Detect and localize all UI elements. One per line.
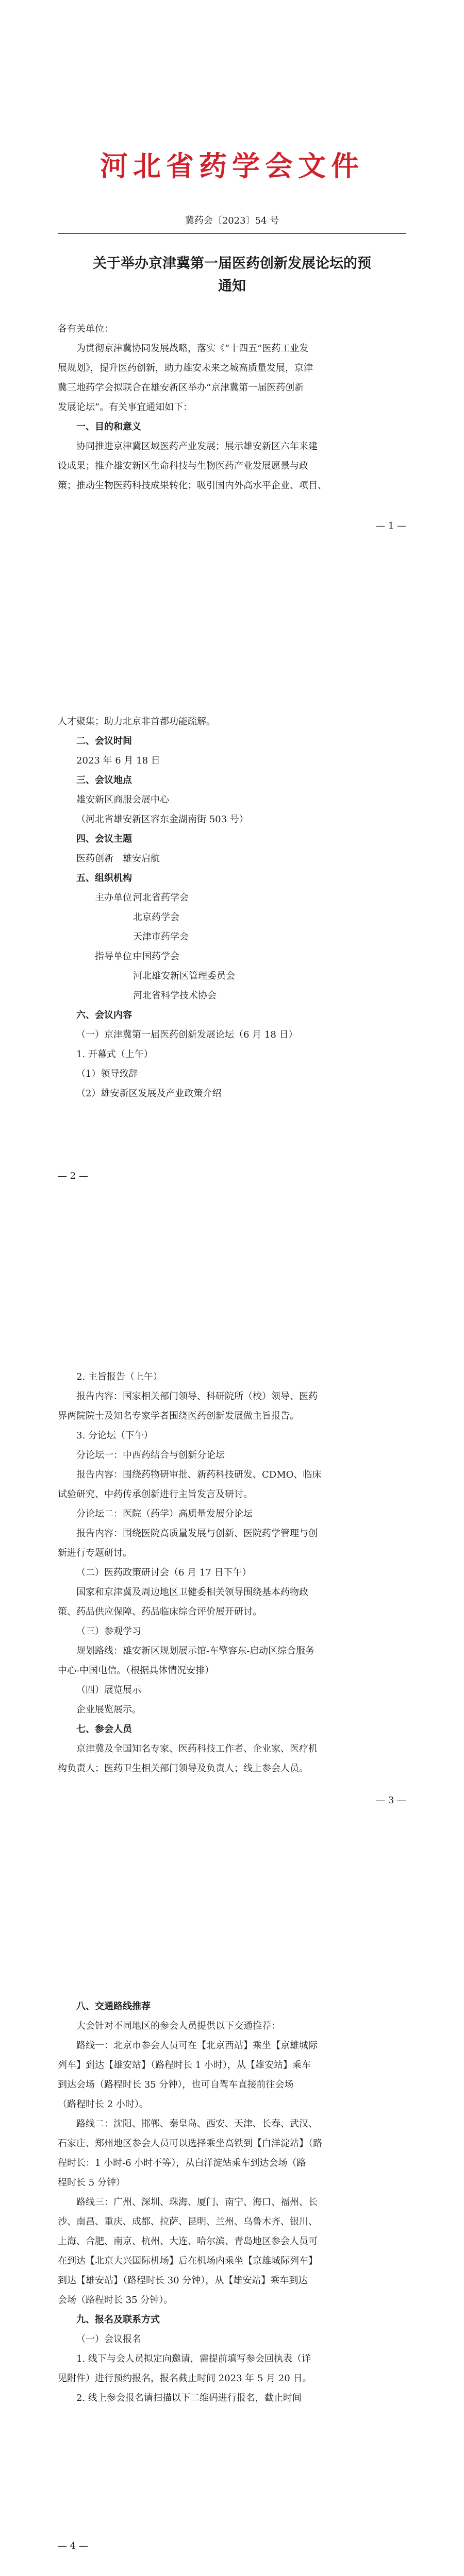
- body-line: 程时长：1 小时-6 小时不等），从白洋淀站乘车到达会场（路: [58, 2158, 306, 2168]
- body-line: 到达会场（路程时长 35 分钟），也可自驾车直接前往会场: [58, 2079, 294, 2090]
- body-line: 到达【雄安站】（路程时长 30 分钟），从【雄安站】乘车到达: [58, 2275, 308, 2286]
- meeting-venue: 雄安新区商服会展中心: [76, 794, 169, 805]
- page-number: — 1 —: [376, 520, 406, 531]
- body-line: 大会针对不同地区的参会人员提供以下交通推荐：: [76, 2021, 280, 2031]
- title-line-2: 通知: [218, 278, 246, 294]
- host-org: 北京药学会: [133, 912, 179, 923]
- body-line: 设成果；推介雄安新区生命科技与生物医药产业发展愿景与政: [58, 461, 308, 471]
- body-line: 分论坛二：医院（药学）高质量发展分论坛: [76, 1509, 253, 1519]
- guide-label: 指导单位：: [95, 951, 141, 962]
- body-line: 报告内容：围绕药物研审批、新药科技研发、CDMO、临床: [76, 1469, 322, 1480]
- body-line: 石家庄、郑州地区参会人员可以选择乘坐高铁到【白洋淀站】（路: [58, 2138, 322, 2149]
- body-line: 协同推进京津冀区域医药产业发展；展示雄安新区六年来建: [76, 441, 318, 452]
- host-org: 河北省药学会: [133, 892, 189, 903]
- guide-org: 中国药学会: [133, 951, 179, 962]
- doc-number: 冀药会〔2023〕54 号: [185, 215, 279, 226]
- page-number: — 3 —: [376, 1795, 406, 1806]
- meeting-date: 2023 年 6 月 18 日: [76, 755, 160, 766]
- title-line-1: 关于举办京津冀第一届医药创新发展论坛的预: [93, 256, 371, 272]
- body-line: 2. 线上参会报名请扫描以下二维码进行报名，截止时间: [76, 2393, 302, 2403]
- host-label: 主办单位：: [95, 892, 141, 903]
- body-line: 策、药品供应保障、药品临床综合评价展开研讨。: [58, 1606, 262, 1617]
- body-line: 路线二：沈阳、邯郸、秦皇岛、西安、天津、长春、武汉、: [76, 2119, 318, 2129]
- body-line: 程时长 5 分钟）: [58, 2177, 125, 2188]
- page-2: [0, 645, 464, 1290]
- body-line: 上海、合肥、南京、杭州、大连、哈尔滨、青岛地区参会人员可: [58, 2236, 318, 2247]
- body-line: 分论坛一：中西药结合与创新分论坛: [76, 1450, 225, 1461]
- page-number: — 2 —: [58, 1171, 88, 1181]
- agenda-subitem: （2）雄安新区发展及产业政策介绍: [76, 1088, 222, 1099]
- body-line: 报告内容：国家相关部门领导、科研院所（校）领导、医药: [76, 1391, 318, 1402]
- page-1-body: [58, 319, 406, 496]
- body-line: 策；推动生物医药科技成果转化；吸引国内外高水平企业、项目、: [58, 480, 327, 491]
- body-line: 报告内容：围绕医院高质量发展与创新、医院药学管理与创: [76, 1528, 318, 1539]
- meeting-address: （河北省雄安新区容东金湖南街 503 号）: [76, 814, 248, 825]
- org-title: 河北省药学会文件: [100, 149, 364, 182]
- subsection-heading: （一）京津冀第一届医药创新发展论坛（6 月 18 日）: [76, 1029, 298, 1040]
- page-1: [0, 0, 464, 645]
- page-3: [0, 1290, 464, 1935]
- page-4: [0, 1935, 464, 2576]
- body-line: 列车】到达【雄安站】（路程时长 1 小时），从【雄安站】乘车: [58, 2060, 311, 2071]
- subsection-heading: （四）展览展示: [76, 1685, 141, 1696]
- agenda-item: 2. 主旨报告（上午）: [76, 1371, 162, 1382]
- meeting-theme: 医药创新 雄安启航: [76, 853, 160, 864]
- salutation: 各有关单位：: [58, 324, 113, 334]
- page-3-body: [58, 1367, 406, 1778]
- body-line: 规划路线：雄安新区规划展示馆-车擎容东-启动区综合服务: [76, 1646, 315, 1656]
- body-line: 企业展览展示。: [76, 1704, 141, 1715]
- agenda-subitem: （1）领导致辞: [76, 1069, 138, 1079]
- section-heading: 三、会议地点: [76, 775, 132, 786]
- body-line: 沙、南昌、重庆、成都、拉萨、昆明、兰州、乌鲁木齐、银川、: [58, 2216, 318, 2227]
- body-line: 国家和京津冀及周边地区卫健委相关领导围绕基本药物政: [76, 1587, 308, 1598]
- page-number: — 4 —: [58, 2540, 88, 2551]
- body-line: 人才聚集；助力北京非首都功能疏解。: [58, 716, 216, 727]
- subsection-heading: （三）参观学习: [76, 1626, 141, 1637]
- body-line: 路线一：北京市参会人员可在【北京西站】乘坐【京雄城际: [76, 2040, 318, 2051]
- intro-line: 发展论坛”。有关事宜通知如下：: [58, 402, 193, 413]
- guide-org: 河北雄安新区管理委员会: [133, 971, 235, 981]
- red-divider: [58, 233, 406, 234]
- body-line: 1. 线下与会人员拟定向邀请，需提前填写参会回执表（详: [76, 2353, 311, 2364]
- section-heading: 六、会议内容: [76, 1010, 132, 1021]
- body-line: 路线三：广州、深圳、珠海、厦门、南宁、海口、福州、长: [76, 2197, 318, 2208]
- guide-row: [58, 986, 406, 1006]
- section-heading: 九、报名及联系方式: [76, 2314, 160, 2325]
- body-line: 构负责人；医药卫生相关部门领导及负责人；线上参会人员。: [58, 1763, 308, 1774]
- section-heading: 八、交通路线推荐: [76, 2001, 151, 2012]
- host-row: [58, 908, 406, 927]
- section-heading: 四、会议主题: [76, 834, 132, 844]
- agenda-item: 1. 开幕式（上午）: [76, 1049, 153, 1060]
- body-line: 在到达【北京大兴国际机场】后在机场内乘坐【京雄城际列车】: [58, 2256, 318, 2266]
- subsection-heading: （一）会议报名: [76, 2334, 141, 2345]
- host-row: [58, 927, 406, 947]
- section-heading: 七、参会人员: [76, 1724, 132, 1735]
- body-line: 试验研究、中药传承创新进行主旨发言及研讨。: [58, 1489, 253, 1500]
- agenda-item: 3. 分论坛（下午）: [76, 1430, 153, 1441]
- host-row: [58, 888, 406, 908]
- body-line: （路程时长 2 小时）。: [58, 2099, 148, 2110]
- page-2-body: [58, 712, 406, 1104]
- page-4-body: [58, 1997, 406, 2408]
- body-line: 新进行专题研讨。: [58, 1548, 132, 1558]
- body-line: 会场（路程时长 35 分钟）。: [58, 2295, 173, 2306]
- section-heading: 一、目的和意义: [76, 421, 141, 432]
- guide-org: 河北省科学技术协会: [133, 990, 217, 1001]
- intro-line: 展规划》，提升医药创新，助力雄安未来之城高质量发展，京津: [58, 363, 313, 374]
- host-org: 天津市药学会: [133, 931, 189, 942]
- guide-row: [58, 967, 406, 986]
- intro-line: 为贯彻京津冀协同发展战略，落实《“十四五”医药工业发: [76, 343, 309, 354]
- section-heading: 二、会议时间: [76, 736, 132, 747]
- body-line: 见附件）进行预约报名，报名截止时间 2023 年 5 月 20 日。: [58, 2373, 312, 2384]
- body-line: 京津冀及全国知名专家、医药科技工作者、企业家、医疗机: [76, 1743, 318, 1754]
- document-title: [58, 252, 406, 298]
- body-line: 界两院院士及知名专家学者围绕医药创新发展做主旨报告。: [58, 1411, 299, 1421]
- guide-row: [58, 947, 406, 967]
- body-line: 中心-中国电信。（根据具体情况安排）: [58, 1665, 214, 1676]
- intro-line: 冀三地药学会拟联合在雄安新区举办“京津冀第一届医药创新: [58, 382, 304, 393]
- section-heading: 五、组织机构: [76, 873, 132, 884]
- subsection-heading: （二）医药政策研讨会（6 月 17 日下午）: [76, 1567, 252, 1578]
